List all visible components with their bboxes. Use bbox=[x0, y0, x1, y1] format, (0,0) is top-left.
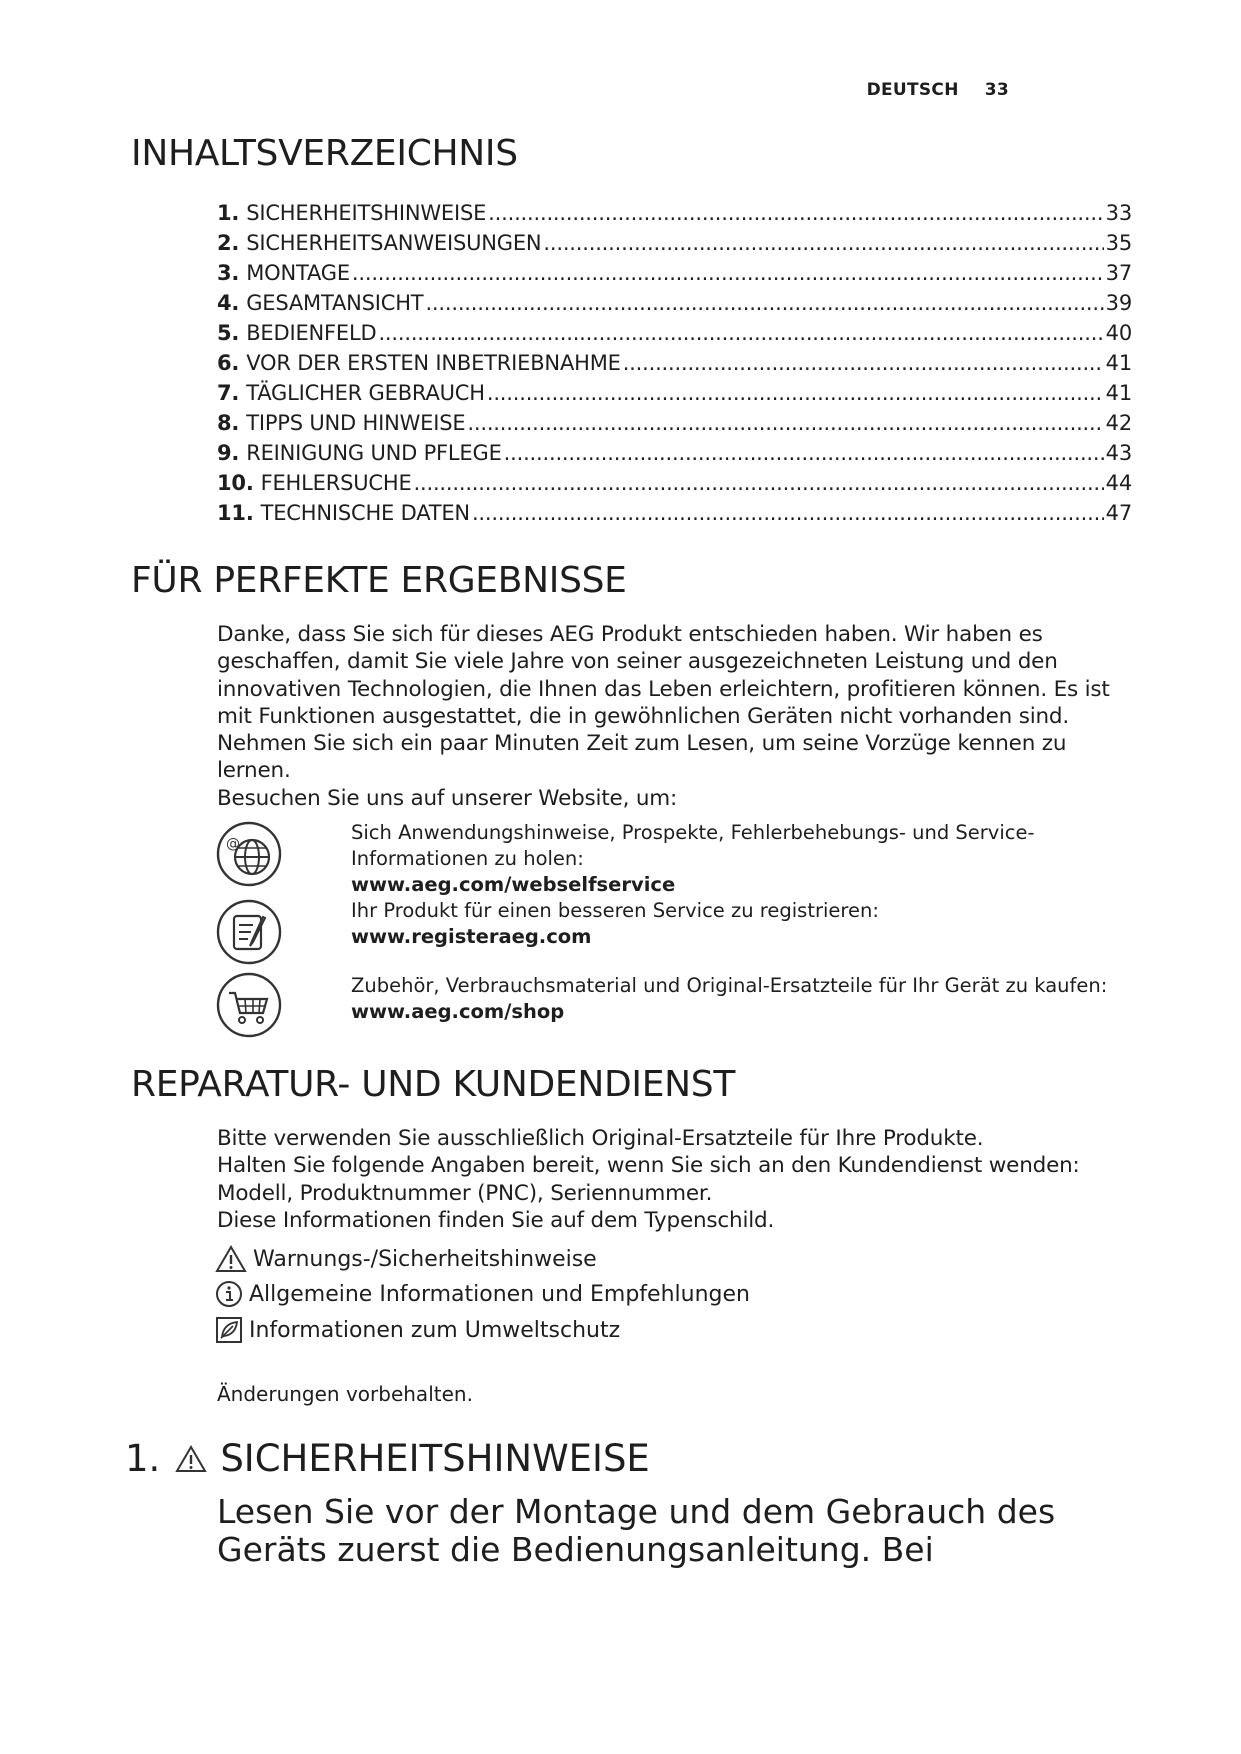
toc-entry[interactable] bbox=[217, 288, 1132, 318]
service-link[interactable]: www.registeraeg.com bbox=[351, 925, 592, 948]
toc-entry-title: BEDIENFELD bbox=[246, 321, 377, 345]
toc-entry-page: 41 bbox=[1105, 381, 1132, 405]
toc-entry-title: GESAMTANSICHT bbox=[246, 291, 424, 315]
service-text bbox=[351, 898, 1131, 950]
header-language: DEUTSCH bbox=[866, 80, 959, 100]
service-link[interactable]: www.aeg.com/webselfservice bbox=[351, 873, 676, 896]
toc-leader bbox=[472, 498, 1104, 528]
toc-entry-number: 9. bbox=[217, 441, 240, 465]
header-page-number: 33 bbox=[984, 80, 1009, 100]
svg-text:@: @ bbox=[226, 836, 240, 852]
toc-leader bbox=[487, 378, 1104, 408]
toc-entry-number: 11. bbox=[217, 501, 254, 525]
table-of-contents bbox=[217, 198, 1132, 528]
toc-leader bbox=[543, 228, 1103, 258]
repair-text bbox=[217, 1125, 1117, 1234]
toc-entry[interactable] bbox=[217, 438, 1132, 468]
repair-heading: REPARATUR- UND KUNDENDIENST bbox=[131, 1064, 736, 1105]
changes-reserved: Änderungen vorbehalten. bbox=[217, 1382, 473, 1406]
toc-entry-title: MONTAGE bbox=[246, 261, 350, 285]
toc-entry-number: 1. bbox=[217, 201, 240, 225]
section-number: 1. bbox=[125, 1437, 161, 1480]
warning-icon bbox=[174, 1444, 208, 1474]
results-intro bbox=[217, 621, 1137, 812]
service-link[interactable]: www.aeg.com/shop bbox=[351, 1000, 565, 1023]
toc-entry-page: 40 bbox=[1105, 321, 1132, 345]
toc-entry-title: TIPPS UND HINWEISE bbox=[246, 411, 466, 435]
toc-heading: INHALTSVERZEICHNIS bbox=[131, 133, 518, 174]
toc-entry-title: TÄGLICHER GEBRAUCH bbox=[246, 381, 485, 405]
repair-line: Diese Informationen finden Sie auf dem Typenschild. bbox=[217, 1207, 775, 1233]
legend-info bbox=[215, 1280, 750, 1308]
toc-leader bbox=[352, 258, 1104, 288]
toc-entry-page: 43 bbox=[1105, 441, 1132, 465]
toc-entry-number: 4. bbox=[217, 291, 240, 315]
legend-text: Allgemeine Informationen und Empfehlungen bbox=[249, 1281, 750, 1307]
info-icon bbox=[215, 1280, 243, 1308]
toc-entry[interactable] bbox=[217, 348, 1132, 378]
toc-entry-title: SICHERHEITSANWEISUNGEN bbox=[246, 231, 542, 255]
section-lead: Lesen Sie vor der Montage und dem Gebrauch des Geräts zuerst die Bedienungsanleitung. Bei bbox=[217, 1492, 1056, 1569]
service-description: Sich Anwendungshinweise, Prospekte, Fehlerbehebungs- und Service-Informationen zu holen: bbox=[351, 821, 1035, 870]
toc-entry-title: SICHERHEITSHINWEISE bbox=[246, 201, 487, 225]
register-icon bbox=[215, 898, 283, 966]
repair-line: Bitte verwenden Sie ausschließlich Original-Ersatzteile für Ihre Produkte. bbox=[217, 1126, 984, 1151]
legend-environment bbox=[215, 1316, 620, 1344]
toc-entry-number: 2. bbox=[217, 231, 240, 255]
toc-entry[interactable] bbox=[217, 498, 1132, 528]
toc-leader bbox=[378, 318, 1103, 348]
toc-entry-page: 33 bbox=[1105, 201, 1132, 225]
warning-icon bbox=[215, 1245, 247, 1273]
toc-leader bbox=[488, 198, 1104, 228]
toc-entry-page: 41 bbox=[1105, 351, 1132, 375]
toc-entry-number: 10. bbox=[217, 471, 254, 495]
results-heading: FÜR PERFEKTE ERGEBNISSE bbox=[131, 560, 627, 601]
toc-entry[interactable] bbox=[217, 198, 1132, 228]
results-paragraph: Danke, dass Sie sich für dieses AEG Produkt entschieden haben. Wir haben es geschaffen, damit Sie viele Jahre von seiner ausgezeichneten Leistung und den innovativen Technologien, die Ihnen das Leben erleichtern, profitieren können. Es ist mit Funktionen ausgestattet, die in gewöhnlichen Geräten nicht vorhanden sind. Nehmen Sie sich ein paar Minuten Zeit zum Lesen, um seine Vorzüge kennen zu lernen. bbox=[217, 622, 1110, 784]
cart-icon bbox=[215, 971, 283, 1039]
toc-entry-number: 6. bbox=[217, 351, 240, 375]
running-header bbox=[867, 80, 1009, 100]
toc-entry-number: 7. bbox=[217, 381, 240, 405]
toc-entry-page: 47 bbox=[1105, 501, 1132, 525]
legend-text: Informationen zum Umweltschutz bbox=[249, 1317, 621, 1343]
section-heading bbox=[125, 1437, 650, 1480]
globe-icon bbox=[215, 820, 283, 888]
toc-entry-title: FEHLERSUCHE bbox=[260, 471, 412, 495]
toc-leader bbox=[414, 468, 1104, 498]
toc-entry-number: 3. bbox=[217, 261, 240, 285]
toc-entry-page: 39 bbox=[1105, 291, 1132, 315]
toc-leader bbox=[623, 348, 1104, 378]
toc-entry-page: 37 bbox=[1105, 261, 1132, 285]
toc-leader bbox=[425, 288, 1103, 318]
toc-entry-page: 44 bbox=[1105, 471, 1132, 495]
service-description: Ihr Produkt für einen besseren Service zu registrieren: bbox=[351, 899, 879, 922]
service-text bbox=[351, 820, 1131, 898]
repair-line: Halten Sie folgende Angaben bereit, wenn Sie sich an den Kundendienst wenden: Modell, Produktnummer (PNC), Seriennummer. bbox=[217, 1153, 1080, 1206]
toc-entry[interactable] bbox=[217, 468, 1132, 498]
toc-entry-page: 42 bbox=[1105, 411, 1132, 435]
toc-entry[interactable] bbox=[217, 228, 1132, 258]
legend-text: Warnungs-/Sicherheitshinweise bbox=[253, 1246, 597, 1272]
service-description: Zubehör, Verbrauchsmaterial und Original-Ersatzteile für Ihr Gerät zu kaufen: bbox=[351, 974, 1108, 997]
toc-entry[interactable] bbox=[217, 408, 1132, 438]
toc-entry-number: 8. bbox=[217, 411, 240, 435]
toc-entry[interactable] bbox=[217, 258, 1132, 288]
section-title: SICHERHEITSHINWEISE bbox=[220, 1437, 650, 1480]
toc-entry-title: VOR DER ERSTEN INBETRIEBNAHME bbox=[246, 351, 621, 375]
toc-entry[interactable] bbox=[217, 378, 1132, 408]
toc-entry-title: REINIGUNG UND PFLEGE bbox=[246, 441, 502, 465]
results-visit: Besuchen Sie uns auf unserer Website, um: bbox=[217, 785, 678, 811]
toc-entry-page: 35 bbox=[1105, 231, 1132, 255]
toc-entry-number: 5. bbox=[217, 321, 240, 345]
service-text bbox=[351, 973, 1131, 1025]
toc-entry[interactable] bbox=[217, 318, 1132, 348]
environment-icon bbox=[215, 1316, 243, 1344]
toc-leader bbox=[467, 408, 1103, 438]
toc-leader bbox=[504, 438, 1104, 468]
toc-entry-title: TECHNISCHE DATEN bbox=[260, 501, 470, 525]
legend-warning bbox=[215, 1245, 597, 1273]
